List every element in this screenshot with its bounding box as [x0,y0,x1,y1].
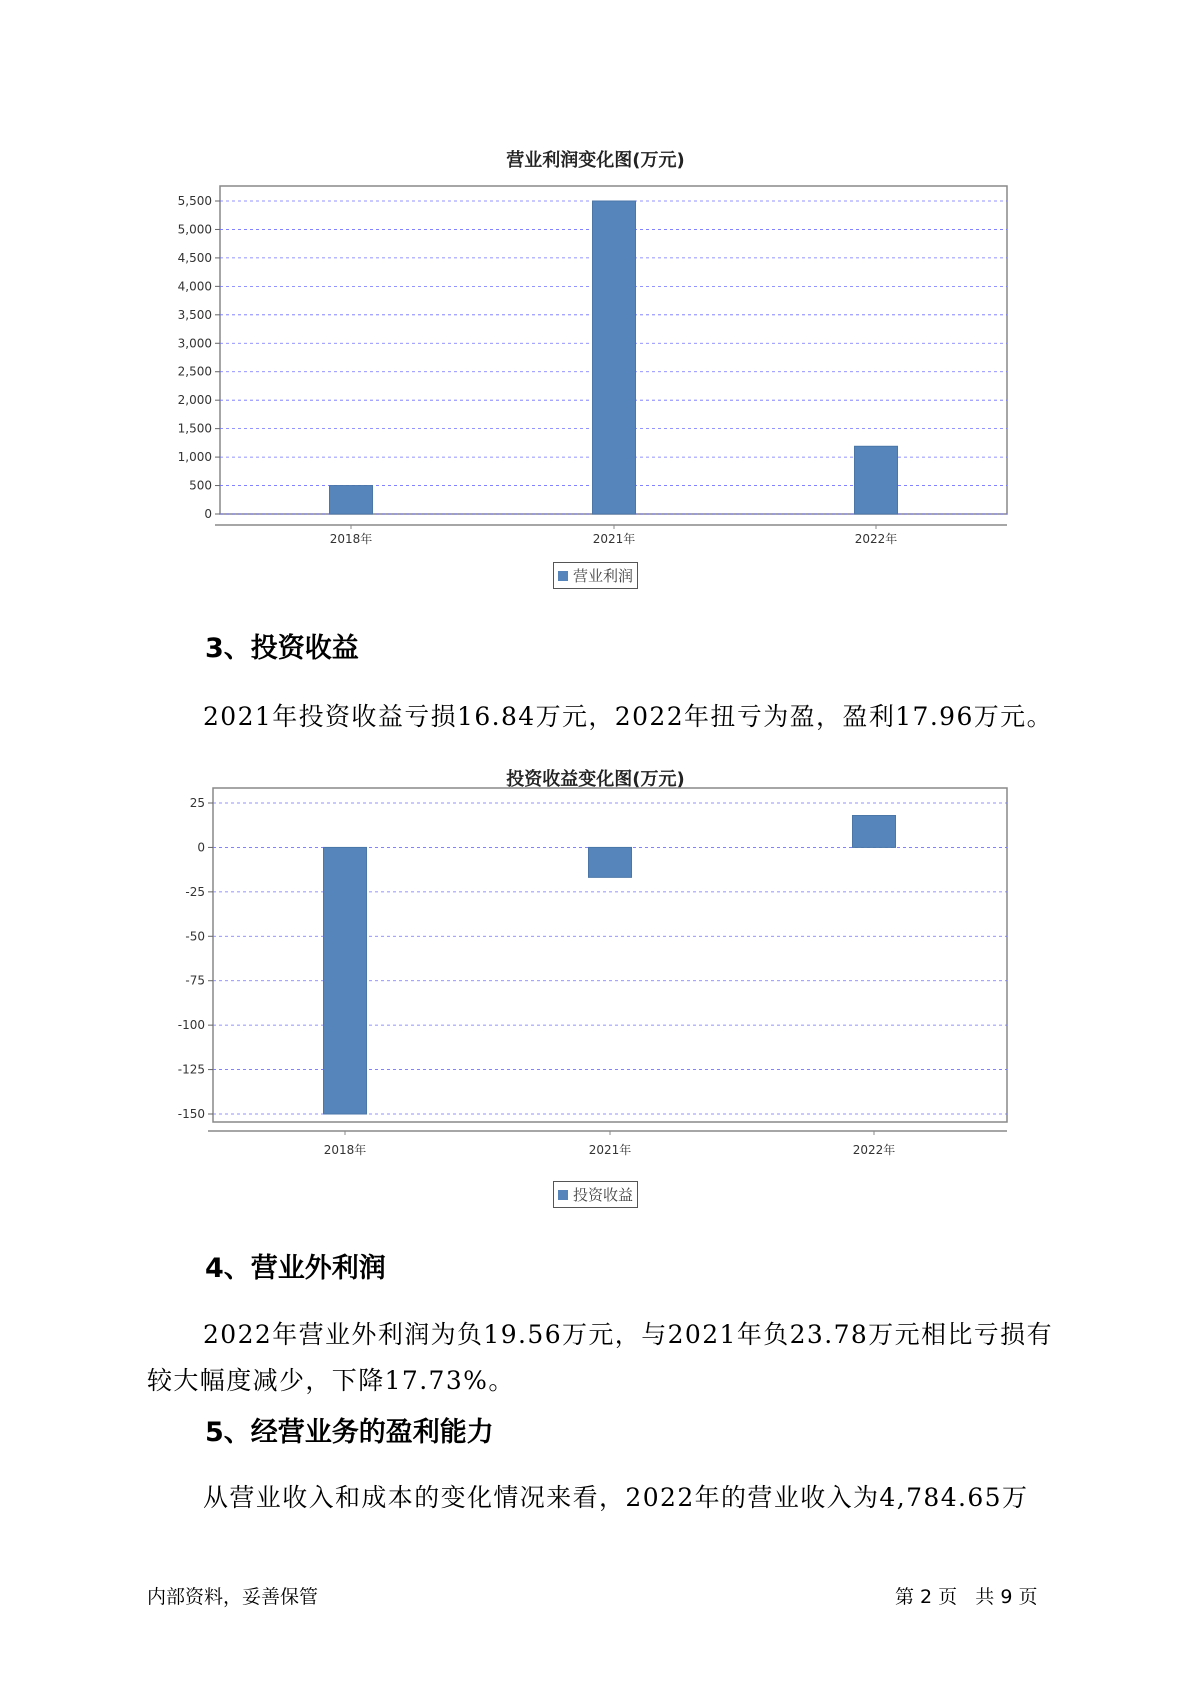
bar [853,816,896,848]
footer-confidential: 内部资料，妥善保管 [147,1586,319,1608]
bar [589,847,632,877]
y-tick-label: 0 [204,507,212,521]
profit-chart [0,170,1191,546]
section-4-paragraph-line2: 较大幅度减少，下降17.73%。 [147,1366,515,1395]
y-tick-label: 2,000 [177,393,212,408]
y-tick-label: 5,500 [177,194,212,208]
y-tick-label: 1,000 [177,450,212,465]
y-tick-label: 4,000 [177,279,212,294]
bar [324,847,367,1114]
y-tick-label: 4,500 [177,250,212,265]
bar [330,486,373,514]
legend-label: 营业利润 [573,567,634,585]
y-tick-label: 3,500 [177,307,212,322]
y-tick-label: -150 [177,1107,205,1121]
y-tick-label: 5,000 [177,222,212,237]
x-tick-label: 2021年 [592,532,636,546]
bar [593,201,636,514]
y-tick-label: -75 [185,973,205,988]
section-4-heading: 4、营业外利润 [205,1253,386,1284]
section-3-paragraph: 2021年投资收益亏损16.84万元，2022年扭亏为盈，盈利17.96万元。 [203,702,1053,731]
legend-swatch [558,1190,568,1200]
y-tick-label: -100 [177,1018,205,1033]
chart1-title: 营业利润变化图(万元) [506,150,685,171]
y-tick-label: 500 [189,478,212,493]
y-tick-label: -50 [185,929,205,944]
chart1-legend [553,562,638,589]
y-tick-label: 1,500 [177,421,212,436]
y-tick-label: 3,000 [177,336,212,351]
section-5-heading: 5、经营业务的盈利能力 [205,1417,494,1448]
x-tick-label: 2021年 [588,1143,632,1157]
section-4-paragraph-line1: 2022年营业外利润为负19.56万元，与2021年负23.78万元相比亏损有 [203,1320,1053,1349]
x-tick-label: 2022年 [854,532,898,546]
chart2-legend [553,1181,638,1208]
y-tick-label: -125 [177,1062,205,1077]
y-tick-label: 2,500 [177,364,212,379]
x-tick-label: 2022年 [852,1143,896,1157]
x-tick-label: 2018年 [323,1143,367,1157]
section-3-heading: 3、投资收益 [205,633,359,664]
chart2-title: 投资收益变化图(万元) [506,769,685,790]
y-tick-label: -25 [185,884,205,899]
legend-label: 投资收益 [573,1186,634,1204]
footer-page-number: 第 2 页 共 9 页 [895,1586,1038,1608]
y-tick-label: 0 [197,840,205,855]
investment-chart [0,790,1191,1157]
legend-swatch [558,571,568,581]
x-tick-label: 2018年 [329,532,373,546]
section-5-paragraph: 从营业收入和成本的变化情况来看，2022年的营业收入为4,784.65万 [203,1483,1029,1512]
y-tick-label: 25 [189,796,205,810]
bar [855,446,898,514]
